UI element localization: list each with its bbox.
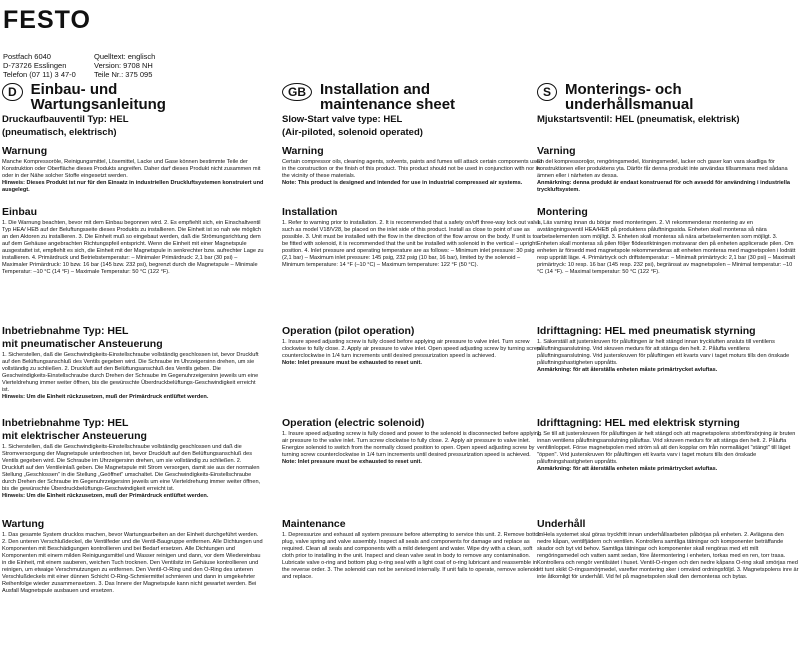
heading: Einbau [2, 206, 38, 218]
title: maintenance sheet [320, 96, 456, 113]
source-line: Quelltext: englisch [94, 52, 156, 61]
title: Monterings- och [565, 81, 682, 98]
address-line: Postfach 6040 [3, 52, 51, 61]
warning-section [537, 146, 799, 194]
body: 1. Insure speed adjusting screw is fully closed before applying air pressure to valve inlet. Turn screw clockwise to fully close. 2. Apply air pressure to valve inlet. Open speed adjusting screw by turning screw counterclockwise in 1/4 turn increments until desired pressurization speed is achieved. [282, 339, 541, 359]
language-badge: GB [282, 83, 312, 101]
body: 1. Sicherstellen, daß die Geschwindigkeits-Einstellschraube vollständig geschlossen ist, bevor Druckluft auf den Belüftungsanschluß des Ventils gegeben wird. Die Schraube im Uhrzeigersinn drehen, um sie vollständig zu schließen. 2. Druckluft auf den Belüftungsanschluß des Ventils geben. Die Geschwindigkeits-Einstellschraube durch Drehen der Schraube im Gegenuhrzeigersinn jeweils um eine Vierteldrehung immer weiter öffnen, bis die gewünschte Überdruckbelüftungs-Geschwindigkeit erreicht ist. [2, 352, 259, 393]
heading: Varning [537, 145, 576, 157]
note: Hinweis: Dieses Produkt ist nur für den Einsatz in industriellen Druckluftsystemen konstruiert und ausgelegt. [2, 180, 264, 193]
note: Note: Inlet pressure must be exhausted to reset unit. [282, 360, 422, 366]
heading: Installation [282, 206, 338, 218]
body: 1. Insure speed adjusting screw is fully closed and power to the solenoid is disconnected before applying air pressure to the valve inlet. Turn screw clockwise to fully close. 2. Apply air pressure to valve inlet. Energize solenoid to switch from the normally closed position to open. Open speed adjusting screw by turning screw counterclockwise in 1/4 turn increments until desired pressurization speed is achieved. [282, 431, 542, 458]
subtitle: (Air-piloted, solenoid operated) [282, 127, 423, 138]
title: Wartungsanleitung [30, 96, 166, 113]
heading: Operation (electric solenoid) [282, 417, 425, 429]
heading: Warning [282, 145, 324, 157]
warning-section [282, 146, 544, 187]
address-block [3, 52, 76, 79]
maintenance-section [2, 519, 264, 595]
installation-section [537, 207, 799, 276]
body: 1. Se till att justerskruven för påluftingen är helt stängd och att magnetspolens strömförsörjning är bruten innan ventilens påluftningsanslutning påluftas. Vrid skruven medurs för att stänga den helt. 2. Påluftа ventilinloppet. Förse magnetspolen med ström så att den kopplar om från normalläget "stängt" till läget "öppen". Vrid justerskruven för påluftingen ett kvarts varv i taget moturs tills den önskade påluftningshastigheten uppnåtts. [537, 431, 796, 465]
source-line: Version: 9708 NH [94, 61, 153, 70]
header [537, 82, 799, 112]
column-swedish [537, 81, 799, 580]
subtitle: Druckaufbauventil Typ: HEL [2, 114, 129, 125]
installation-section [2, 207, 264, 276]
subtitle: (pneumatisch, elektrisch) [2, 127, 117, 138]
maintenance-section [537, 519, 799, 581]
header [282, 82, 544, 112]
installation-section [282, 207, 544, 269]
note: Anmärkning: för att återställa enheten måste primärtrycket avluftas. [537, 466, 718, 472]
column-german [2, 81, 264, 594]
subtitle: Mjukstartsventil: HEL (pneumatisk, elektrisk) [537, 114, 740, 125]
note: Anmärkning: denna produkt är endast konstruerad för och avsedd för användning i industriella tryckluftsystem. [537, 180, 790, 193]
note: Hinweis: Um die Einheit rückzusetzen, muß der Primärdruck entlüftet werden. [2, 493, 209, 499]
heading: Warnung [2, 145, 48, 157]
heading: Maintenance [282, 518, 346, 530]
language-badge: S [537, 83, 557, 101]
body: 1. Die Warnung beachten, bevor mit dem Einbau begonnen wird. 2. Es empfiehlt sich, ein Einschaltventil Typ HEA/ HEB auf der Beluftungsseite dieses Produkts zu installieren. Die Einheit ist so nah wie möglich an den Aktoren zu installieren. 3. Die Einheit muß so eingebaut werden, daß die Strömungsrichtung dem auf dem Gehäuse angebrachten Richtungspfeil entspricht. Wenn die Einheit mit einer Magnetspule ausgestattet ist, empfiehlt es sich, die Einheit mit der Magnetspule in senkrechter bzw. aufrechter Lage zu installieren. 4. Primärdruck und Betriebstemperatur: – Minimaler Primärdruck: 2,1 bar (30 psi) – Maximaler Primärdruck: 10 bzw. 16 bar (145 bzw. 232 psi), begrenzt durch die Magnetspule – Minimale Temperatur: –10 °C (14 °F) – Maximale Temperatur: 50 °C (122 °F). [2, 220, 264, 275]
heading: Inbetriebnahme Typ: HEL [2, 325, 129, 337]
warning-section [2, 146, 264, 194]
body: 1. Sicherstellen, daß die Geschwindigkeits-Einstellschraube vollständig geschlossen und daß die Stromversorgung der Magnetspule unterbrochen ist, bevor Druckluft auf den Belüftungsanschluß des Ventils gegeben wird. Die Schraube im Uhrzeigersinn drehen, um sie vollständig zu schließen. 2. Druckluft auf den Ventileinlaß geben. Die Magnetspule mit Strom versorgen, damit sie aus der normalen Stellung „Geschlossen” in die Stellung „Geöffnet” umschaltet. Die Geschwindigkeits-Einstellschraube durch Drehen der Schraube im Gegenuhrzeigersinn jeweils um eine Vierteldrehung immer weiter öffnen, bis die gewünschte Überdruckbelüftungs-Geschwindigkeit erreicht ist. [2, 444, 261, 492]
header [2, 82, 264, 112]
note: Note: This product is designed and intended for use in industrial compressed air systems. [282, 180, 523, 186]
operation-pneumatic-section [2, 326, 264, 401]
body: En del kompressoroljor, rengöringsmedel, lösningsmedel, lacker och gaser kan vara skadliga för konstruktionen eller produktens yta. Därför får denna produkt inte användas tillsammans med sådana ämnen eller i närheten av dessa. [537, 159, 788, 179]
heading: mit elektrischer Ansteuerung [2, 430, 147, 442]
body: Certain compressor oils, cleaning agents, solvents, paints and fumes will attack certain components used in the construction or the finish of this product. This product should not be used in conjunction with nor in the vicinity of these materials. [282, 159, 543, 179]
source-line: Teile Nr.: 375 095 [94, 70, 153, 79]
title: underhållsmanual [565, 96, 694, 113]
operation-pilot-section [282, 326, 544, 367]
body: 1. Läs varning innan du börjar med monteringen. 2. Vi rekommenderar montering av en avstängningsventil HEA/HEB på produktens påluftningssida. Enheten skall monteras så nära arbetselementen som möjligt. 3. Enheten skall monteras så nära arbetselementen som möjligt. 3. Enheten skall monteras så pilen följer flödesriktningen motsvarar den på enheten applicerade pilen. Om enheten är försedd med magnetspole rekommenderas att enheten monteras med magnetspolen i lodrätt resp upprätt läge. 4. Primärtryck och driftstemperatur: – Minimalt primärtryck: 2,1 bar (30 psi) – Maximalt primärtryck: 10 resp. 16 bar (145 resp. 232 psi), begränsat av magnetspolen – Minimal temperatur: –10 °C (14 °F). – Maximal temperatur: 50 °C (122 °F). [537, 220, 796, 275]
festo-logo: FESTO [3, 6, 91, 34]
body: 1. Das gesamte System drucklos machen, bevor Wartungsarbeiten an der Einheit durchgeführt werden. 2. Den unteren Verschlußdeckel, die Ventilfeder und die Ventil-Baugruppe entfernen. Alle Dichtungen und Komponenten mit Beschädigungen kontrollieren und bei Bedarf ersetzen. Alle Dichtungen und Komponenten mit einem milden Reinigungsmittel und Wasser reinigen und dann, vor dem Wiedereinbau in die Einheit, mit einem sauberen, weichen Tuch trocknen. Den Ventilsitz im Gehäuse kontrollieren und reinigen, um etwaige Verschmutzungen zu entfernen. Den Ventil-O-Ring und den O-Ring des unteren Verschlußdeckels mit einer dünnen Schicht O-Ring-Schmiermittel schmieren und dann in umgekehrter Reihenfolge wieder zusammensetzen. 3. Das Innere der Magnetspule kann nicht gewartet werden. Bei Ausfall Magnetspule ausbauen und ersetzen. [2, 532, 263, 594]
heading: Idrifttagning: HEL med elektrisk styrning [537, 417, 740, 429]
heading: mit pneumatischer Ansteuerung [2, 338, 163, 350]
source-info [94, 52, 155, 79]
note: Anmärkning: för att återställa enheten måste primärtrycket avluftas. [537, 367, 718, 373]
heading: Underhåll [537, 518, 586, 530]
heading: Montering [537, 206, 588, 218]
maintenance-section [282, 519, 544, 581]
operation-electric-section [537, 418, 799, 473]
operation-pneumatic-section [537, 326, 799, 374]
heading: Idrifttagning: HEL med pneumatisk styrning [537, 325, 756, 337]
operation-electric-section [2, 418, 264, 500]
body: 1. Hela systemet skal göras tryckfritt innan underhållsarbeten påbörjas på enheten. 2. Avlägsna den nedre kåpan, ventilfjädern och ventilen. Kontrollera samtliga tätningar och komponenter beträffande skador och byt vid behov. Samtliga tätningar och komponenter skall rengöras med ett milt rengöringsmedel och vatten samt sedan, före återmontering i enheten, torkas med en ren, torr trasa. Kontrollera och rengör ventilsätet i huset. Ventil-O-ringen och den nedre kåpans O-ring skall smörjas med ett tunt skikt O-ringssmörjmedel, varefter montering sker i omvänd ordningsföljd. 3. Magnetspolens inre är inte åtkomligt för underhåll. Vid fel på magnetspolen skall den demonteras och bytas. [537, 532, 799, 580]
heading: Operation (pilot operation) [282, 325, 415, 337]
subtitle: Slow-Start valve type: HEL [282, 114, 403, 125]
heading: Inbetriebnahme Typ: HEL [2, 417, 129, 429]
body: 1. Säkerställ att justerskruven för påluftingen är helt stängd innan tryckluften ansluts till ventilens påluftningsanslutning. Vrid skruven medurs för att stänga den helt. 2. Påluftа ventilens påluftningsanslutning. Vrid justerskruven för påluftingen ett kvarts varv i taget moturs tills den önskade påluftningshastigheten uppnåtts. [537, 339, 790, 366]
title: Installation and [320, 81, 431, 98]
body: Manche Kompressoröle, Reinigungsmittel, Lösemittel, Lacke und Gase können bestimmte Teile der Konstruktion oder Oberfläche dieses Produkts angreifen. Daher darf dieses Produkt nicht zusammen mit oder in der Nähe solcher Stoffe eingesetzt werden. [2, 159, 261, 179]
note: Note: Inlet pressure must be exhausted to reset unit. [282, 459, 422, 465]
address-line: D-73726 Esslingen [3, 61, 67, 70]
body: 1. Depressurize and exhaust all system pressure before attempting to service this unit. 2. Remove bottom plug, valve spring and valve assembly. Inspect all seals and components for damage and replace as required. Clean all seals and components with a mild detergent and water. Wipe dry with a clean, soft cloth prior to installing in the unit. Inspect and clean valve seat in body to remove any contamination. Lubricate valve o-ring and bottom plug o-ring seal with a light coat of o-ring lubricant and reassemble in the reverse order. 3. The solenoid can not be serviced internally. If unit fails to operate, remove solenoid and replace. [282, 532, 544, 580]
body: 1. Refer to warning prior to installation. 2. It is recommended that a safety on/off three-way lock out valve, such as model V18/V28, be placed on the inlet side of this product. Install as close to point of use as possible. 3. Unit must be installed with the flow in the direction of the flow arrow on the body. If unit is to be fitted with solenoid, it is recommended that the unit be installed with solenoid in the vertical – upright position. 4. Inlet pressure and operating temperature are as follows: – Minimum inlet pressure: 30 psig (2,1 bar) – Maximum inlet pressure: 145 psig, 232 psig (10 bar, 16 bar), limited by the solenoid – Minimum temperature: 14 °F (–10 °C) – Maximum temperature: 122 °F (50 °C). [282, 220, 543, 268]
address-line: Telefon (07 11) 3 47-0 [3, 70, 76, 79]
note: Hinweis: Um die Einheit rückzusetzen, muß der Primärdruck entlüftet werden. [2, 394, 209, 400]
operation-electric-section [282, 418, 544, 466]
column-english [282, 81, 544, 580]
language-badge: D [2, 83, 23, 101]
heading: Wartung [2, 518, 45, 530]
title: Einbau- und [30, 81, 118, 98]
